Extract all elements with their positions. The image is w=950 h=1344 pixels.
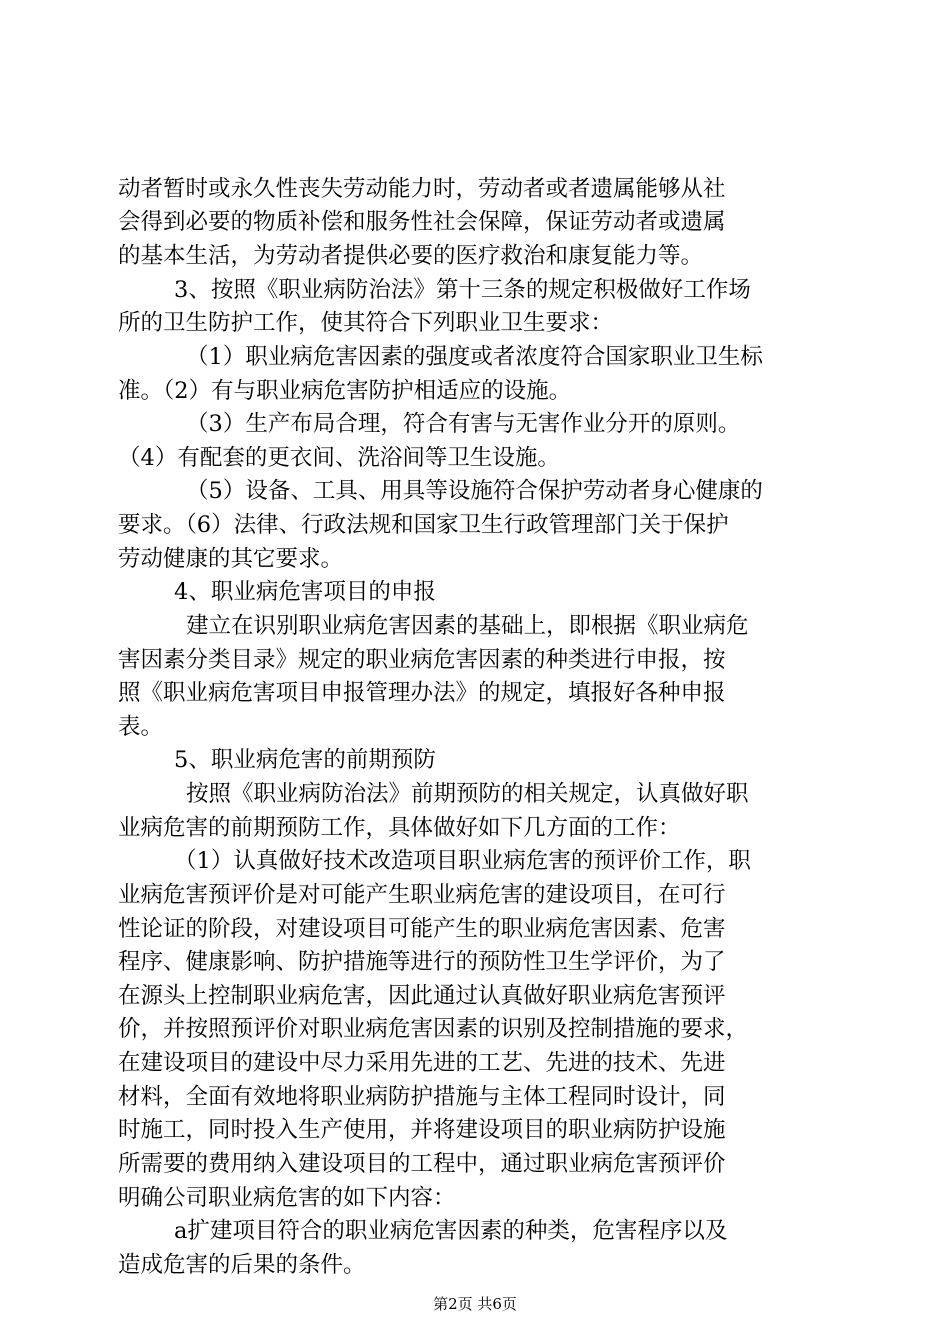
text-line: 照《职业病危害项目申报管理办法》的规定，填报好各种申报: [118, 680, 726, 706]
text-line: 性论证的阶段，对建设项目可能产生的职业病危害因素、危害: [118, 916, 726, 942]
text-line: 在源头上控制职业病危害，因此通过认真做好职业病危害预评: [118, 983, 726, 1009]
text-line: 所需要的费用纳入建设项目的工程中，通过职业病危害预评价: [118, 1151, 726, 1177]
page-footer: 第2页 共6页: [433, 1295, 517, 1313]
text-line: 要求。（6）法律、行政法规和国家卫生行政管理部门关于保护: [118, 512, 729, 538]
text-line: （4）有配套的更衣间、洗浴间等卫生设施。: [118, 445, 560, 471]
text-line: 明确公司职业病危害的如下内容：: [118, 1185, 456, 1211]
section-heading: 4、职业病危害项目的申报: [174, 579, 436, 605]
text-line: 动者暂时或永久性丧失劳动能力时，劳动者或者遗属能够从社: [118, 176, 726, 202]
text-line: 表。: [118, 714, 164, 740]
text-line: 价，并按照预评价对职业病危害因素的识别及控制措施的要求，: [118, 1016, 749, 1042]
section-heading: 5、职业病危害的前期预防: [174, 747, 436, 773]
text-line: 按照《职业病防治法》前期预防的相关规定，认真做好职: [186, 781, 749, 807]
text-line: （5）设备、工具、用具等设施符合保护劳动者身心健康的: [186, 478, 763, 504]
text-line: 所的卫生防护工作，使其符合下列职业卫生要求：: [118, 310, 614, 336]
text-line: 劳动健康的其它要求。: [118, 546, 344, 572]
text-line: 在建设项目的建设中尽力采用先进的工艺、先进的技术、先进: [118, 1050, 726, 1076]
text-line: 业病危害预评价是对可能产生职业病危害的建设项目，在可行: [118, 882, 726, 908]
text-line: 造成危害的后果的条件。: [118, 1252, 366, 1278]
text-line: 建立在识别职业病危害因素的基础上，即根据《职业病危: [186, 613, 749, 639]
text-line: 材料，全面有效地将职业病防护措施与主体工程同时设计，同: [118, 1084, 726, 1110]
text-line: 的基本生活，为劳动者提供必要的医疗救治和康复能力等。: [118, 243, 704, 269]
text-line: a扩建项目符合的职业病危害因素的种类，危害程序以及: [174, 1218, 728, 1244]
text-line: 害因素分类目录》规定的职业病危害因素的种类进行申报，按: [118, 647, 726, 673]
text-line: 3、按照《职业病防治法》第十三条的规定积极做好工作场: [174, 277, 751, 303]
text-line: 时施工，同时投入生产使用，并将建设项目的职业病防护设施: [118, 1117, 726, 1143]
text-line: 准。（2）有与职业病危害防护相适应的设施。: [118, 378, 572, 404]
text-line: 会得到必要的物质补偿和服务性社会保障，保证劳动者或遗属: [118, 209, 726, 235]
text-line: （1）职业病危害因素的强度或者浓度符合国家职业卫生标: [186, 344, 763, 370]
text-line: 业病危害的前期预防工作，具体做好如下几方面的工作：: [118, 815, 681, 841]
text-line: （1）认真做好技术改造项目职业病危害的预评价工作，职: [174, 848, 751, 874]
text-line: （3）生产布局合理，符合有害与无害作业分开的原则。: [186, 411, 741, 437]
text-line: 程序、健康影响、防护措施等进行的预防性卫生学评价，为了: [118, 949, 726, 975]
